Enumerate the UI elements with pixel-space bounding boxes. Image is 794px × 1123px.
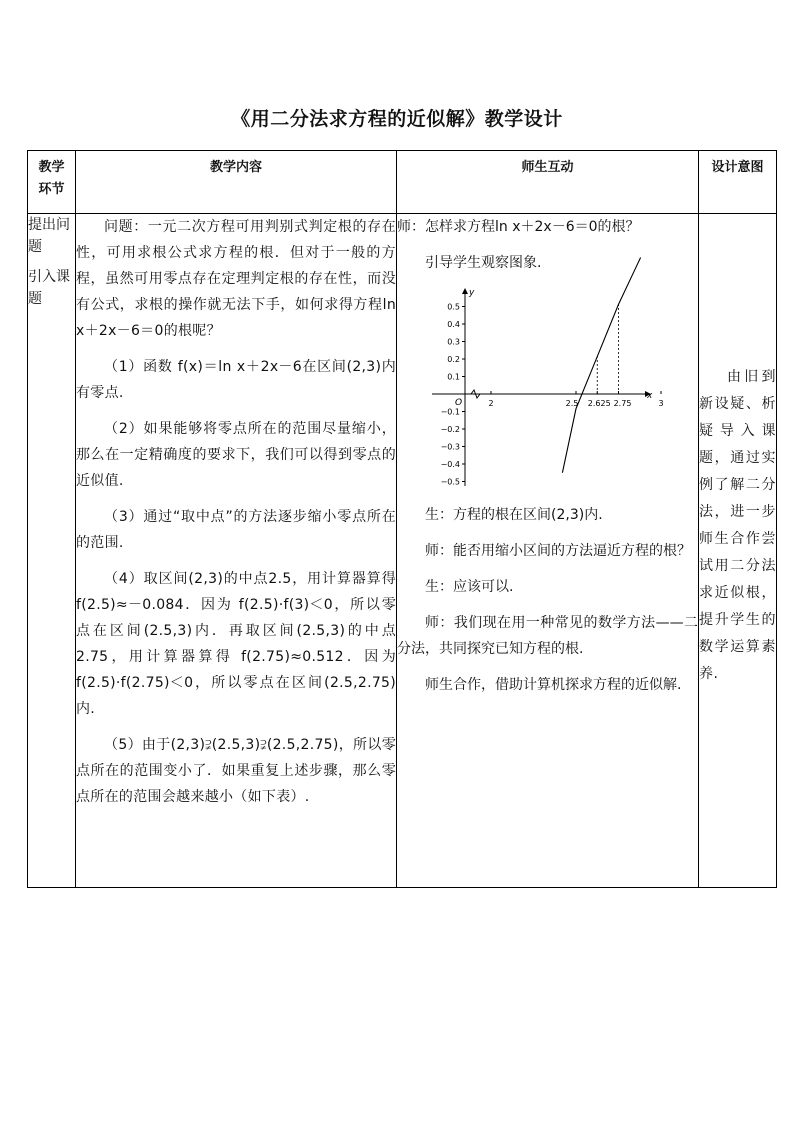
y-tick-label: −0.5 xyxy=(440,477,460,487)
x-axis-label: x xyxy=(647,391,653,401)
stage-line-2: 引入课题 xyxy=(28,269,70,307)
document-title: 《用二分法求方程的近似解》教学设计 xyxy=(231,108,563,130)
content-cell xyxy=(76,214,397,888)
design-intent-text: 由旧到新设疑、析疑导入课题，通过实例了解二分法，进一步师生合作尝试用二分法求近似根，提升学生的数学运算素养. xyxy=(699,369,776,682)
x-tick-label: 2.75 xyxy=(613,399,632,408)
content-step-1: （1）函数 f(x)＝ln x＋2x－6在区间(2,3)内有零点. xyxy=(76,359,396,401)
header-stage: 教学环节 xyxy=(28,151,76,214)
y-axis-label: y xyxy=(469,288,475,298)
interaction-cooperation: 师生合作，借助计算机探求方程的近似解. xyxy=(425,677,682,693)
x-tick-label: 3 xyxy=(658,399,664,408)
lesson-plan-table xyxy=(27,150,777,888)
y-tick-label: 0.4 xyxy=(447,320,460,329)
x-tick-label: 2.625 xyxy=(587,399,611,408)
y-tick-label: 0.1 xyxy=(447,372,460,382)
header-interaction: 师生互动 xyxy=(397,151,699,214)
function-curve xyxy=(562,258,640,473)
interaction-teacher-method: 师：我们现在用一种常见的数学方法——二分法，共同探究已知方程的根. xyxy=(397,615,698,657)
content-step-4: （4）取区间(2,3)的中点2.5，用计算器算得 f(2.5)≈－0.084．因为 f(2.5)·f(3)＜0，所以零点在区间(2.5,3)内．再取区间(2.5,3)的中点2.75，用计算器算得 f(2.75)≈0.512．因为 f(2.5)·f(2.75)＜0，所以零点在区间(2.5,2.75)内. xyxy=(76,571,396,717)
y-tick-label: −0.2 xyxy=(440,425,460,434)
header-intent: 设计意图 xyxy=(699,151,777,214)
y-tick-label: −0.3 xyxy=(440,442,460,452)
interaction-cell xyxy=(397,214,699,888)
intent-cell xyxy=(699,214,777,888)
stage-line-1: 提出问题 xyxy=(28,217,70,255)
y-tick-label: 0.2 xyxy=(447,355,460,364)
interaction-guide: 引导学生观察图象. xyxy=(425,255,542,271)
content-question: 问题：一元二次方程可用判别式判定根的存在性，可用求根公式求方程的根．但对于一般的方程，虽然可用零点存在定理判定根的存在性，而没有公式，求根的操作就无法下手，如何求得方程ln x＋2x－6＝0的根呢？ xyxy=(76,219,396,339)
stage-cell xyxy=(28,214,76,888)
y-axis-arrow xyxy=(462,288,468,294)
content-step-5: （5）由于(2,3)⫌(2.5,3)⫌(2.5,2.75)，所以零点所在的范围变小了．如果重复上述步骤，那么零点所在的范围会越来越小（如下表）. xyxy=(76,737,396,805)
y-tick-label: −0.4 xyxy=(440,460,460,469)
interaction-student-answer: 生：方程的根在区间(2,3)内. xyxy=(425,507,603,523)
content-step-2: （2）如果能够将零点所在的范围尽量缩小，那么在一定精确度的要求下，我们可以得到零点的近似值. xyxy=(76,421,396,489)
function-graph xyxy=(417,286,664,496)
interaction-student-reply: 生：应该可以. xyxy=(425,579,514,595)
y-tick-label: 0.3 xyxy=(447,337,460,347)
table-header-row xyxy=(28,151,777,214)
header-content: 教学内容 xyxy=(76,151,397,214)
interaction-teacher-question: 师：怎样求方程ln x＋2x－6＝0的根？ xyxy=(397,219,640,235)
y-tick-label: 0.5 xyxy=(447,302,460,312)
y-tick-label: −0.1 xyxy=(440,407,460,417)
content-step-3: （3）通过“取中点”的方法逐步缩小零点所在的范围. xyxy=(76,509,396,551)
origin-label: O xyxy=(455,398,463,408)
x-tick-label: 2.5 xyxy=(565,399,579,408)
interaction-teacher-prompt: 师：能否用缩小区间的方法逼近方程的根？ xyxy=(425,543,691,559)
table-row xyxy=(28,214,777,888)
x-tick-label: 2 xyxy=(488,399,494,408)
